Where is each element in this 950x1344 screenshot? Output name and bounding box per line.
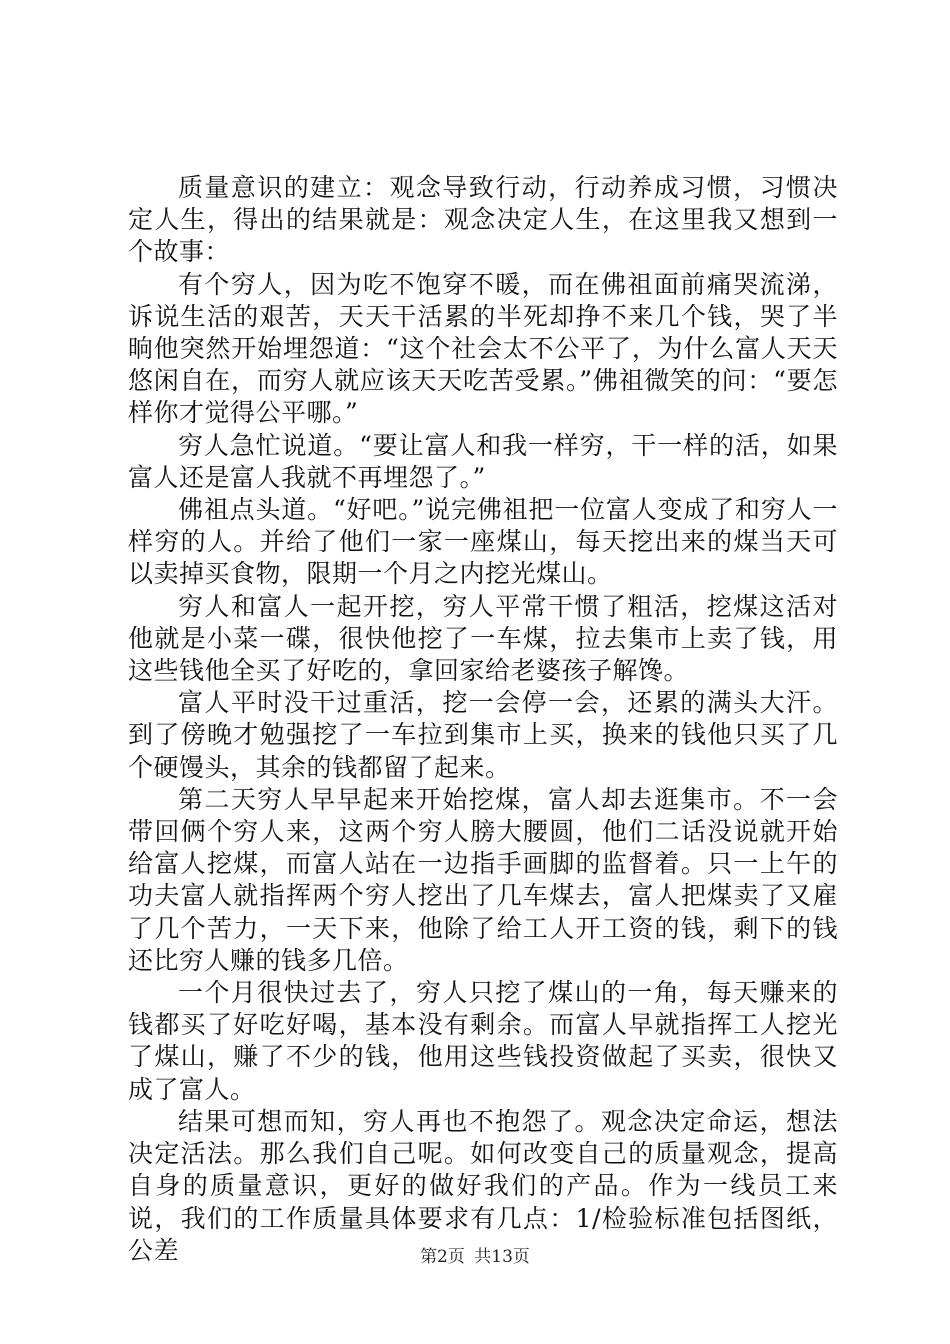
paragraph-4: 佛祖点头道。“好吧。”说完佛祖把一位富人变成了和穷人一样穷的人。并给了他们一家一座煤山，每天挖出来的煤当天可以卖掉买食物，限期一个月之内挖光煤山。 xyxy=(128,495,838,589)
paragraph-1: 质量意识的建立：观念导致行动，行动养成习惯，习惯决定人生，得出的结果就是：观念决定人生，在这里我又想到一个故事： xyxy=(128,173,838,267)
paragraph-3: 穷人急忙说道。“要让富人和我一样穷，干一样的活，如果富人还是富人我就不再埋怨了。” xyxy=(128,430,838,492)
paragraph-2: 有个穷人，因为吃不饱穿不暖，而在佛祖面前痛哭流涕，诉说生活的艰苦，天天干活累的半死却挣不来几个钱，哭了半晌他突然开始埋怨道：“这个社会太不公平了，为什么富人天天悠闲自在，而穷人就应该天天吃苦受累。”佛祖微笑的问：“要怎样你才觉得公平哪。” xyxy=(128,269,838,428)
paragraph-6: 富人平时没干过重活，挖一会停一会，还累的满头大汗。到了傍晚才勉强挖了一车拉到集市上买，换来的钱他只买了几个硬馒头，其余的钱都留了起来。 xyxy=(128,688,838,782)
paragraph-5: 穷人和富人一起开挖，穷人平常干惯了粗活，挖煤这活对他就是小菜一碟，很快他挖了一车煤，拉去集市上卖了钱，用这些钱他全买了好吃的，拿回家给老婆孩子解馋。 xyxy=(128,591,838,686)
page-number: 第2页 xyxy=(420,1247,465,1267)
document-body xyxy=(128,172,838,1267)
paragraph-8: 一个月很快过去了，穷人只挖了煤山的一角，每天赚来的钱都买了好吃好喝，基本没有剩余。而富人早就指挥工人挖光了煤山，赚了不少的钱，他用这些钱投资做起了买卖，很快又成了富人。 xyxy=(128,978,838,1104)
page-footer xyxy=(0,1242,950,1267)
paragraph-9: 结果可想而知，穷人再也不抱怨了。观念决定命运，想法决定活法。那么我们自己呢。如何改变自己的质量观念，提高自身的质量意识，更好的做好我们的产品。作为一线员工来说，我们的工作质量具体要求有几点：1/检验标准包括图纸，公差 xyxy=(128,1106,838,1265)
page-total: 共13页 xyxy=(474,1247,530,1267)
paragraph-7: 第二天穷人早早起来开始挖煤，富人却去逛集市。不一会带回俩个穷人来，这两个穷人膀大腰圆，他们二话没说就开始给富人挖煤，而富人站在一边指手画脚的监督着。只一上午的功夫富人就指挥两个穷人挖出了几车煤去，富人把煤卖了又雇了几个苦力，一天下来，他除了给工人开工资的钱，剩下的钱还比穷人赚的钱多几倍。 xyxy=(128,784,838,975)
